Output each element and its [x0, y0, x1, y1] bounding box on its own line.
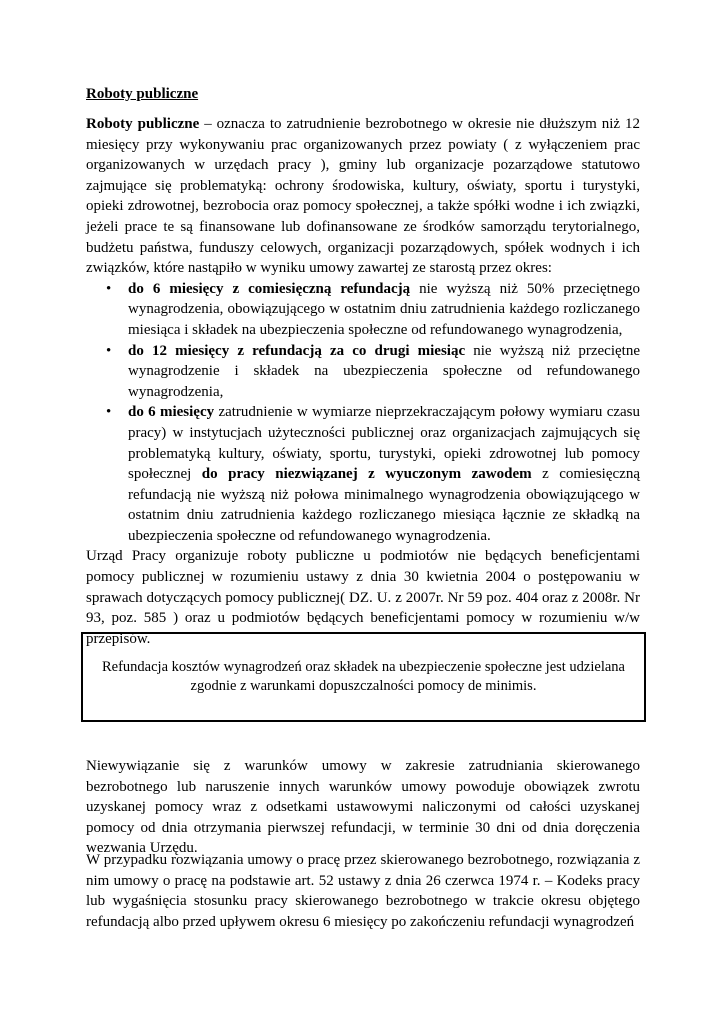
- bullet-icon: •: [106, 342, 112, 359]
- de-minimis-notice-text: Refundacja kosztów wynagrodzeń oraz składek na ubezpieczenie społeczne jest udzielana zgodnie z warunkami dopuszczalności pomocy de minimis.: [102, 659, 625, 694]
- list-item-text-2: z comiesięczną refundacją nie wyższą niż połowa minimalnego wynagrodzenia obowiązującego w ostatnim dniu zatrudnienia każdego rozliczanego miesiąca łącznie ze składką na ubezpieczenia społeczne od refundowanego wynagrodzenia.: [128, 466, 640, 544]
- list-item-bold: do 6 miesięcy z comiesięczną refundacją: [128, 280, 411, 297]
- organizer-paragraph: Urząd Pracy organizuje roboty publiczne u podmiotów nie będących beneficjentami pomocy publicznej w rozumieniu ustawy z dnia 30 kwietnia 2004 o postępowaniu w sprawach dotyczących pomocy publicznej( DZ. U. z 2007r. Nr 59 poz. 404 oraz z 2008r. Nr 93, poz. 585 ) oraz u podmiotów będących beneficjentami pomocy w rozumieniu w/w przepisów.: [86, 548, 640, 647]
- list-item-bold-2: do pracy niezwiązanej z wyuczonym zawodem: [201, 466, 532, 483]
- termination-paragraph: W przypadku rozwiązania umowy o pracę przez skierowanego bezrobotnego, rozwiązania z nim umowy o pracę na podstawie art. 52 ustawy z dnia 26 czerwca 1974 r. – Kodeks pracy lub wygaśnięcia stosunku pracy skierowanego bezrobotnego w trakcie okresu objętego refundacją albo przed upływem okresu 6 miesięcy po zakończeniu refundacji wynagrodzeń: [86, 852, 640, 930]
- list-item-text: nie wyższą niż 50% przeciętnego wynagrodzenia, obowiązującego w ostatnim dniu zatrudnienia każdego rozliczanego miesiąca i składek na ubezpieczenia społeczne od refundowanego wynagrodzenia,: [128, 280, 640, 338]
- page-title: Roboty publiczne: [86, 86, 199, 102]
- list-item-text: zatrudnienie w wymiarze nieprzekraczającym połowy wymiaru czasu pracy) w instytucjach użyteczności publicznej oraz organizacjach zajmujących się problematyką kultury, oświaty, sportu, turystyki, opieki zdrowotnej lub pomocy społecznej: [128, 404, 641, 483]
- list-item: [86, 402, 640, 546]
- period-list: [86, 279, 640, 547]
- list-item-bold: do 6 miesięcy: [128, 404, 215, 421]
- list-item-bold: do 12 miesięcy z refundacją za co drugi miesiąc: [128, 342, 466, 359]
- list-item-text: nie wyższą niż przeciętne wynagrodzenie i składek na ubezpieczenia społeczne od refundowanego wynagrodzenia,: [128, 342, 640, 400]
- document-body: [86, 84, 640, 649]
- refund-obligation-paragraph: Niewywiązanie się z warunków umowy w zakresie zatrudniania skierowanego bezrobotnego lub naruszenie innych warunków umowy powoduje obowiązek zwrotu uzyskanej pomocy wraz z odsetkami ustawowymi naliczonymi od całości uzyskanej pomocy od dnia otrzymania pierwszej refundacji, w terminie 30 dni od dnia doręczenia wezwania Urzędu.: [86, 758, 640, 857]
- intro-text: – oznacza to zatrudnienie bezrobotnego w okresie nie dłuższym niż 12 miesięcy przy wykonywaniu prac organizowanych przez powiaty ( z wyłączeniem prac organizowanych w urzędach pracy ), gminy lub organizacje pozarządowe statutowo zajmujące się problematyką: ochrony środowiska, kultury, oświaty, sportu i turystyki, opieki zdrowotnej, bezrobocia oraz pomocy społecznej, a także spółki wodne i ich związki, jeżeli prace te są finansowane lub dofinansowane ze środków samorządu terytorialnego, budżetu państwa, funduszy celowych, organizacji pozarządowych, spółek wodnych i ich związków, które nastąpiło w wyniku umowy zawartej ze starostą przez okres:: [86, 116, 640, 277]
- de-minimis-notice-box: [81, 632, 646, 722]
- refund-obligation-section: [86, 756, 640, 859]
- bullet-icon: •: [106, 404, 112, 421]
- list-item: [86, 279, 640, 341]
- termination-section: [86, 850, 640, 932]
- bullet-icon: •: [106, 280, 112, 297]
- intro-term: Roboty publiczne: [86, 116, 200, 132]
- list-item: [86, 341, 640, 403]
- intro-paragraph: [86, 114, 640, 279]
